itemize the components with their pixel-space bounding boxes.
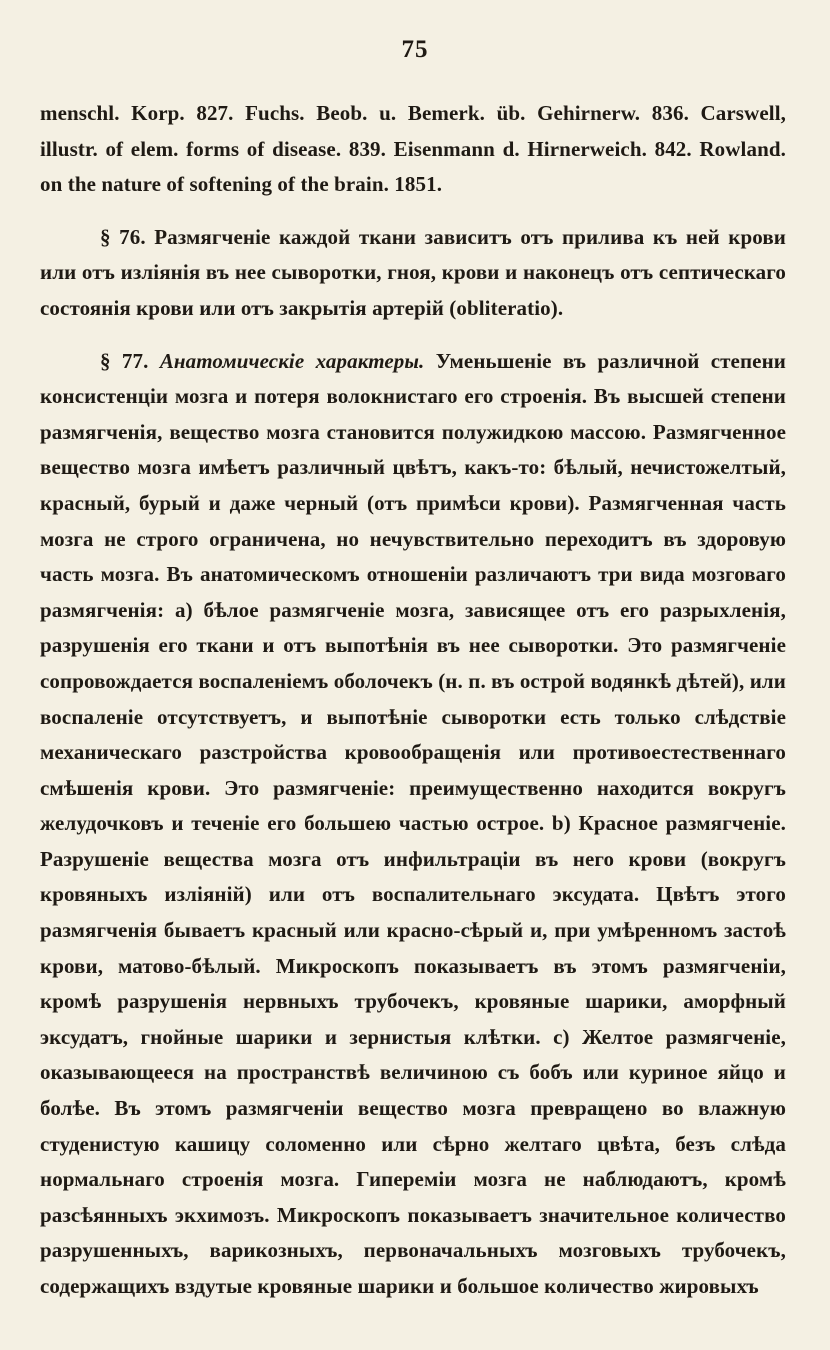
section-76-paragraph: § 76. Размягченіе каждой ткани зависитъ отъ прилива къ ней крови или отъ изліянія въ нее сыворотки, гноя, крови и наконецъ отъ септическаго состоянія крови или отъ закрытія артерій (obliteratio). — [40, 224, 786, 320]
section-77-number: § 77. — [100, 348, 149, 373]
page-number: 75 — [401, 36, 429, 63]
section-77-paragraph — [40, 344, 786, 1305]
page-body — [40, 96, 786, 1322]
references-paragraph: menschl. Korp. 827. Fuchs. Beob. u. Bemerk. üb. Gehirnerw. 836. Carswell, illustr. of elem. forms of disease. 839. Eisenmann d. Hirnerweich. 842. Rowland. on the nature of softening of the brain. 1851. — [40, 101, 786, 197]
section-77-text: Уменьшеніе въ различной степени консистенціи мозга и потеря волокнистаго его строенія. Въ высшей степени размягченія, вещество мозга становится полужидкою массою. Размягченное вещество мозга имѣетъ различный цвѣтъ, какъ-то: бѣлый, нечистожелтый, красный, бурый и даже черный (отъ примѣси крови). Размягченная часть мозга не строго ограничена, но нечувствительно переходитъ въ здоровую часть мозга. Въ анатомическомъ отношеніи различаютъ три вида мозговаго размягченія: a) бѣлое размягченіе мозга, зависящее отъ его разрыхленія, разрушенія его ткани и отъ выпотѣнія въ нее сыворотки. Это размягченіе сопровождается воспаленіемъ оболочекъ (н. п. въ острой водянкѣ дѣтей), или воспаленіе отсутствуетъ, и выпотѣніе сыворотки есть только слѣдствіе механическаго разстройства кровообращенія или противоестественнаго смѣшенія крови. Это размягченіе: преимущественно находится вокругъ желудочковъ и теченіе его большею частью острое. b) Красное размягченіе. Разрушеніе вещества мозга отъ инфильтраціи въ него крови (вокругъ кровяныхъ изліяній) или отъ воспалительнаго эксудата. Цвѣтъ этого размягченія бываетъ красный или красно-сѣрый и, при умѣренномъ застоѣ крови, матово-бѣлый. Микроскопъ показываетъ въ этомъ размягченіи, кромѣ разрушенія нервныхъ трубочекъ, кровяные шарики, аморфный эксудатъ, гнойные шарики и зернистыя клѣтки. c) Желтое размягченіе, оказывающееся на пространствѣ величиною съ бобъ или куриное яйцо и болѣе. Въ этомъ размягченіи вещество мозга превращено во влажную студенистую кашицу соломенно или сѣрно желтаго цвѣта, безъ слѣда нормальнаго строенія мозга. Гипереміи мозга не наблюдаютъ, кромѣ разсѣянныхъ экхимозъ. Микроскопъ показываетъ значительное количество разрушенныхъ, варикозныхъ, первоначальныхъ мозговыхъ трубочекъ, содержащихъ вздутые кровяные шарики и большое количество жировыхъ — [40, 348, 786, 1298]
section-77-heading: Анатомическіе характеры. — [159, 348, 425, 373]
